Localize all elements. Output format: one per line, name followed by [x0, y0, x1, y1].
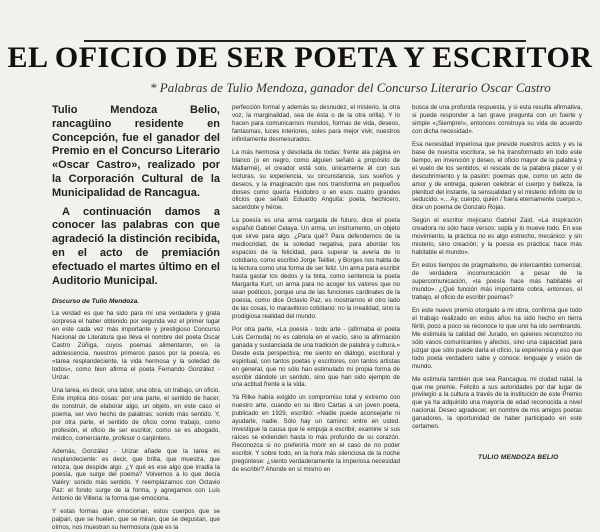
body-paragraph: Me estimula también que sea Rancagua, mi ciudad natal, la que me premie. Felicito a sus autoridades por dar lugar de privilegio a la cultura a través de la institución de este Premio que ya ha adquirido una mayoría de edad reconocida a nivel nacional. Deseo agradecer, en nombre de mis amigos poetas ganadores, la oportunidad de haber participado en este certamen.: [412, 375, 582, 431]
article-subtitle: * Palabras de Tulio Mendoza, ganador del Concurso Literario Oscar Castro: [150, 80, 551, 95]
body-paragraph: Además, González - Urizar añade que la tarea es resplandeciente: es decir, que brilla, que muestra, que retoza, que despide algo. ¿Y qué es ese algo que irradia la poesía, que surge del poema? Volvemos a lo que decía Valéry: sonido más sentido. Y reemplazamos con Octavio Paz: el fondo surge de la forma, y agregamos con Luis Antonio de Villena: la forma que emociona.: [52, 447, 220, 503]
lead-paragraph: Tulio Mendoza Belio, rancagüino residente en Concepción, fue el ganador del Premio en el Concurso Literario «Oscar Castro», realizado por la Corporación Cultural de la Municipalidad de Rancagua.: [52, 104, 220, 199]
body-paragraph: Y estas formas que emocionan, estos cuerpos que se palpan, que se huelen, que se miran, que se degustan, que oímos, nos muestran su hermosura (que es la: [52, 508, 220, 532]
body-paragraph: busca de una profunda respuesta, y si esta resulta afirmativa, si puede responder a tan grave pregunta con un fuerte y simple «¡Siempre!», entonces construya su vida de acuerdo con dicha necesidad».: [412, 104, 582, 135]
author-signature: TULIO MENDOZA BELIO: [478, 454, 559, 461]
body-paragraph: Por otra parte, «La poesía - todo arte - (afirmaba el poeta Luis Cernuda) no es cabriola en el vacío, sino la afirmación ganada y sustanciada de una tradición de palabra y cultura.» Desde esta perspectiva, me siento en diálogo, escritural y espiritual, con tantos poetas y escritores, con tantos artistas en general, que no sólo han estimulado mi propia forma de escribir dándole un sentido, sino que han sido ejemplo de una actitud frente a la vida.: [232, 325, 400, 389]
body-paragraph: Ya Rilke había exigido un compromiso total y extremo con nuestro arte, cuando en su libro Cartas a un joven poeta, publicado en 1929, escribió: «Nadie puede aconsejarle ni ayudarle, nadie. Sólo hay un camino: entre en usted. Investigue la causa que le empuja a escribir, examine si sus raíces se extienden hasta lo más profundo de su corazón. Reconozca si no preferiría morir en el caso de no poder escribir. Y sobre todo, en la hora más silenciosa de la noche pregúntese: ¿siento verdaderamente la imperiosa necesidad de escribir? Ahonde en sí mismo en: [232, 394, 400, 473]
column-2: [232, 104, 400, 476]
body-paragraph: Esa necesidad imperiosa que preside nuestros actos y es la base de nuestra escritura, se ha transformado en todo este tiempo, en invención y deseo, el oficio mayor de la palabra y el vuelo de los sentidos, el rescate de la palabra placer y el descubrimiento y la pasión: poemas que, como un acto de amor y de entrega, quieren celebrar el cuerpo y belleza, la plenitud del instante, la sensualidad y el misterio infinito de lo seducido. «... Ay, cuerpo, quién / fuera eternamente cuerpo.», dice un poema de Gonzalo Rojas.: [412, 140, 582, 212]
body-paragraph: La poesía es una arma cargada de futuro, dice el poeta español Gabriel Celaya. Un arma, un instrumento, un objeto que sirve para algo. ¿Para qué? Para defendernos de la mediocridad, de la soledad negativa, para abordar los espacios de la felicidad, para superar la avería de lo cotidiano, como escribió Jorge Teillier, y Borges nos habla de la lectura como una forma de ser feliz. Un arma para escribir hasta gastar los dedos y la tinta, como sentencia la poeta Margarita Kurt, un arma para no acoger los valores que no sean poéticos, porque una de las funciones cardinales de la poesía, como dice Octavio Paz, es mostrarnos el otro lado de las cosas, lo maravilloso cotidiano: no la irrealidad, sino la prodigiosa realidad del mundo.: [232, 217, 400, 320]
body-paragraph: La más hermosa y desolada de todas: frente ala página en blanco (o en negro, como alguien señaló a propósito de Mallarmé), el creador está solo, únicamente él con sus lecturas, su experiencia, su circunstancia, sus sueños y deseos, y la imaginación que nos transforma en pequeños dioses como quería Huidobro o en esos cuatro grandes oficios que señaló Eduardo Anguita: poeta, hechicero, sacerdote y héroe.: [232, 148, 400, 212]
body-paragraph: En estos tiempos de pragmatismo, de intercambio comercial, de verdadera incomunicación a pesar de la supercomunicación, «la poesía hace más habitable el mundo». ¿Qué función más importante cobra, entonces, el trabajo, el oficio de escribir poemas?: [412, 262, 582, 301]
body-paragraph: En este nuevo premio otorgado a mi obra, confirma que todo el trabajo realizado en estos años ha sido hecho en tierra fértil, poco a poco se reconoce lo que uno ha ido sembrando. Me estimula la calidad del Jurado, en quienes reconozco no sólo vasos comunicantes y afectos, sino una capacidad para juzgar que sólo puede darla el oficio, la experiencia y eso que todo poeta verdadero sabe y conoce: lenguaje y visión de mundo.: [412, 306, 582, 370]
body-paragraph: Una tarea, es decir, una labor, una obra, un trabajo, un oficio. Este implica dos cosas: por una parte, el sentido de hacer, de construir, de elaborar algo, un objeto, en este caso el poema, ser vivo hecho de palabras: sonido más sentido. Y, por otra parte, el sentido de oficio como trabajo, como profesión, el oficio de ser escritor, como se es abogado, médico, comerciante, profesor o carpintero.: [52, 386, 220, 442]
column-1: [52, 104, 220, 532]
speech-heading: Discurso de Tulio Mendoza.: [52, 298, 140, 306]
body-paragraph: Según el escritor mejicano Gabriel Zaid, «La inspiración creadora no sólo hace versos: sopla y lo mueve todo. En ese movimiento, la práctica no es algo estrecho, mecánico: y sin misterio, sino creación; y la poesía es práctica: hace más habitable el mundo».: [412, 217, 582, 257]
column-3: [412, 104, 582, 476]
body-paragraph: perfección formal y además su desnudez, el misterio, la otra voz, la marginalidad, sea de ésta o de la otra orilla). Y lo hacen para comunicarnos mundos, formas de vida, deseos, fantasmas, luces interiores, soles para mejor vivir, nuestros infinitamente desmesurados.: [232, 104, 400, 143]
lead-paragraph-2: A continuación damos a conocer las palabras con que agradeció la distinción recibida, en el acto de premiación efectuado el martes último en el Auditorio Municipal.: [52, 205, 220, 287]
body-paragraph: La verdad es que ha sido para mí una verdadera y grata sorpresa el haber obtenido por segunda vez el primer lugar en este cada vez más importante y prestigioso Concurso Nacional de Literatura que lleva el nombre del poeta Oscar Castro Zúñiga, cuyos poemas alimentaron, en la adolescencia, nuestros primeros pasos por la poesía, es «tarea resplandeciente, la vida hermosa y la soledad de todos», como bien afirma el poeta Fernando González - Urizar.: [52, 310, 220, 381]
article-title: EL OFICIO DE SER POETA Y ESCRITOR: [7, 41, 593, 74]
